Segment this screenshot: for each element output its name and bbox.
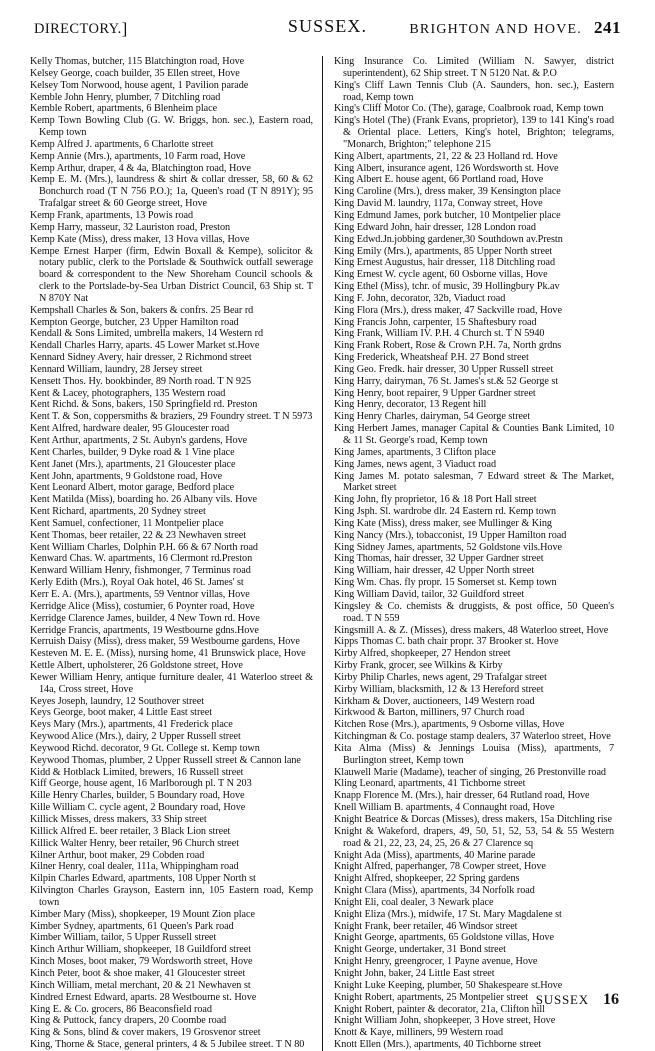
directory-entry: Keywood Richd. decorator, 9 Gt. College st. Kemp town (30, 742, 260, 754)
directory-entry: Kensett Thos. Hy. bookbinder, 89 North road. T N 925 (30, 375, 252, 387)
directory-entry: King James, apartments, 3 Clifton place (334, 446, 496, 458)
directory-entry: Kirkham & Dover, auctioneers, 149 Western road (334, 695, 535, 707)
directory-entry: King Frank, William IV. P.H. 4 Church st. T N 5940 (334, 328, 545, 340)
directory-entry: King Albert, insurance agent, 126 Wordsworth st. Hove (334, 162, 559, 174)
directory-entry: King Albert, apartments, 21, 22 & 23 Holland rd. Hove (334, 150, 558, 162)
directory-entry: Kempshall Charles & Son, bakers & confrs. 25 Bear rd (30, 304, 254, 316)
directory-entry: Kerruish Daisy (Miss), dress maker, 59 Westbourne gardens, Hove (30, 636, 300, 648)
directory-entry: Kinch Peter, boot & shoe maker, 41 Gloucester street (30, 967, 246, 979)
directory-entry: Kendall & Sons Limited, umbrella makers, 14 Western rd (30, 328, 264, 340)
running-head-left-label: DIRECTORY. (34, 21, 122, 37)
directory-entry: Kenward Chas. W. apartments, 16 Clermont rd.Preston (30, 553, 253, 565)
directory-entry: King John, fly proprietor, 16 & 18 Port Hall street (334, 494, 537, 506)
directory-entry: Kitchingman & Co. postage stamp dealers, 37 Waterloo street, Hove (334, 731, 611, 743)
directory-entry: Killick Alfred E. beer retailer, 3 Black Lion street (30, 825, 231, 837)
directory-entry: Kemp Arthur, draper, 4 & 4a, Blatchington road, Hove (30, 162, 251, 174)
running-head-bracket: ] (121, 19, 128, 38)
directory-entry: Kille Henry Charles, builder, 5 Boundary road, Hove (30, 790, 245, 802)
page-footer (536, 991, 619, 1009)
directory-entry: King Ernest W. cycle agent, 60 Osborne villas, Hove (334, 269, 548, 281)
directory-entry: Kinch Arthur William, shopkeeper, 18 Guildford street (30, 944, 252, 956)
directory-entry: Kinch Moses, boot maker, 79 Wordsworth street, Hove (30, 956, 253, 968)
directory-entry: King Kate (Miss), dress maker, see Mullinger & King (334, 517, 552, 529)
directory-entry: Kemp Alfred J. apartments, 6 Charlotte street (30, 138, 214, 150)
directory-entry: Kimber Mary (Miss), shopkeeper, 19 Mount Zion place (30, 908, 255, 920)
directory-entry: Kitchen Rose (Mrs.), apartments, 9 Osborne villas, Hove (334, 719, 565, 731)
directory-entry: Kingsley & Co. chemists & druggists, & post office, 50 Queen's road. T N 559 (334, 600, 614, 624)
directory-entry: Keywood Alice (Mrs.), dairy, 2 Upper Russell street (30, 731, 241, 743)
directory-entry: Kiff George, house agent, 16 Marlborough pl. T N 203 (30, 778, 252, 790)
directory-entry: Kenward William Henry, fishmonger, 7 Terminus road (30, 565, 251, 577)
directory-entry: Kent Richard, apartments, 20 Sydney street (30, 506, 206, 518)
directory-entry: Knight Eli, coal dealer, 3 Newark place (334, 896, 494, 908)
directory-entry: King Henry, boot repairer, 9 Upper Gardner street (334, 387, 536, 399)
directory-entry: Kilpin Charles Edward, apartments, 108 Upper North st (30, 873, 256, 885)
directory-entry: Kerridge Francis, apartments, 19 Westbourne gdns.Hove (30, 624, 259, 636)
directory-entry: Knight John, baker, 24 Little East street (334, 967, 495, 979)
directory-entry: Knight George, apartments, 65 Goldstone villas, Hove (334, 932, 554, 944)
directory-entry: Killick Walter Henry, beer retailer, 96 Church street (30, 837, 239, 849)
directory-entry: Kerridge Clarence James, builder, 4 New Town rd. Hove (30, 612, 260, 624)
page-number: 241 (594, 18, 621, 37)
directory-entry: King Henry Charles, dairyman, 54 George street (334, 411, 531, 423)
directory-entry: King & Sons, blind & cover makers, 19 Grosvenor street (30, 1027, 261, 1039)
directory-entry: Kendall Charles Harry, aparts. 45 Lower Market st.Hove (30, 340, 260, 352)
directory-entry: King James, news agent, 3 Viaduct road (334, 458, 496, 470)
directory-entry: Kerr E. A. (Mrs.), apartments, 59 Ventnor villas, Hove (30, 588, 250, 600)
directory-entry: King Flora (Mrs.), dress maker, 47 Sackville road, Hove (334, 304, 562, 316)
directory-entry: Kille William C. cycle agent, 2 Boundary road, Hove (30, 802, 246, 814)
directory-columns (30, 56, 625, 1051)
directory-entry: Kent Thomas, beer retailer, 22 & 23 Newhaven street (30, 529, 247, 541)
directory-entry: King Edward John, hair dresser, 128 London road (334, 221, 536, 233)
directory-entry: Kirkwood & Barton, milliners, 97 Church road (334, 707, 525, 719)
directory-entry: King Frederick, Wheatsheaf P.H. 27 Bond street (334, 352, 529, 364)
directory-entry: Knight Ada (Miss), apartments, 40 Marine parade (334, 849, 536, 861)
directory-entry: Knight George, undertaker, 31 Bond street (334, 944, 506, 956)
running-head (34, 16, 621, 50)
directory-entry: Knight Alfred, paperhanger, 78 Cowper street, Hove (334, 861, 546, 873)
running-head-title: SUSSEX. (287, 16, 368, 36)
directory-entry: Kemp Kate (Miss), dress maker, 13 Hova villas, Hove (30, 233, 250, 245)
directory-entry: Kipps Thomas C. bath chair propr. 37 Brooker st. Hove (334, 636, 559, 648)
directory-entry: Kennard William, laundry, 28 Jersey street (30, 363, 203, 375)
directory-entry: Knight Robert, painter & decorator, 21a, Clifton hill (334, 1003, 545, 1015)
directory-entry: Knight Beatrice & Dorcas (Misses), dress makers, 15a Ditchling rise (334, 814, 612, 825)
directory-entry: King F. John, decorator, 32b, Viaduct road (334, 292, 506, 304)
directory-entry: Kent Janet (Mrs.), apartments, 21 Gloucester place (30, 458, 236, 470)
directory-entry: King Edwd.Jn.jobbing gardener,30 Southdown av.Prestn (334, 233, 563, 245)
directory-entry: Kilner Arthur, boot maker, 29 Cobden road (30, 849, 205, 861)
directory-entry: Knight Luke Keeping, plumber, 50 Shakespeare st.Hove (334, 979, 563, 991)
directory-entry: Kent Charles, builder, 9 Dyke road & 1 Vine place (30, 446, 235, 458)
directory-entry: Kindred Ernest Edward, aparts. 28 Westbourne st. Hove (30, 991, 257, 1003)
directory-entry: Kilvington Charles Grayson, Eastern inn, 105 Eastern road, Kemp town (30, 885, 313, 908)
directory-entry: Keywood Thomas, plumber, 2 Upper Russell street & Cannon lane (30, 754, 301, 766)
directory-entry: Kent Matilda (Miss), boarding ho. 26 Albany vils. Hove (30, 494, 258, 506)
directory-entry: King Ethel (Miss), tchr. of music, 39 Hollingbury Pk.av (334, 281, 560, 293)
directory-entry: Keyes Joseph, laundry, 12 Southover street (30, 695, 205, 707)
directory-entry: Kimber Sydney, apartments, 61 Queen's Park road (30, 920, 234, 932)
directory-entry: Kirby Philip Charles, news agent, 29 Trafalgar street (334, 671, 547, 683)
directory-entry: Knell William B. apartments, 4 Connaught road, Hove (334, 802, 555, 814)
directory-entry: Kling Leonard, apartments, 41 Tichborne street (334, 778, 526, 790)
directory-entry: Kemble John Henry, plumber, 7 Ditchling road (30, 91, 221, 103)
directory-entry: King Nancy (Mrs.), tobacconist, 19 Upper Hamilton road (334, 529, 567, 541)
directory-entry: King James M. potato salesman, 7 Edward street & The Market, Market street (334, 470, 614, 494)
directory-entry: Kerly Edith (Mrs.), Royal Oak hotel, 46 St. James' st (30, 577, 244, 589)
running-head-right (409, 18, 621, 38)
directory-entry: Kirby Alfred, shopkeeper, 27 Hendon street (334, 648, 511, 660)
directory-entry: Kemp Town Bowling Club (G. W. Briggs, hon. sec.), Eastern road, Kemp town (30, 115, 313, 139)
directory-entry: Knight & Wakeford, drapers, 49, 50, 51, 52, 53, 54 & 55 Western road & 21, 22, 23, 24, 25, 26 & 27 Clarence sq (334, 825, 614, 849)
directory-entry: Kent Alfred, hardware dealer, 95 Gloucester road (30, 423, 230, 435)
directory-column-right (322, 56, 614, 1051)
directory-entry: King Henry, decorator, 13 Regent hill (334, 399, 487, 411)
directory-entry: Kent Leonard Albert, motor garage, Bedford place (30, 482, 235, 494)
directory-entry: King Wm. Chas. fly propr. 15 Somerset st. Kemp town (334, 577, 557, 589)
directory-entry: Kirby Frank, grocer, see Wilkins & Kirby (334, 660, 503, 672)
directory-entry: King E. & Co. grocers, 86 Beaconsfield road (30, 1003, 212, 1015)
directory-column-left (30, 56, 322, 1051)
directory-entry: Knight Robert, apartments, 25 Montpelier street (334, 991, 529, 1003)
directory-entry: Kimber William, tailor, 5 Upper Russell street (30, 932, 217, 944)
directory-entry: Kempton George, butcher, 23 Upper Hamilton road (30, 316, 239, 328)
directory-entry: Kinch William, metal merchant, 20 & 21 Newhaven st (30, 979, 251, 991)
directory-entry: Kewer William Henry, antique furniture dealer, 41 Waterloo street & 14a, Cross street, Hove (30, 671, 313, 695)
directory-entry: Kesteven M. E. E. (Miss), nursing home, 41 Brunswick place, Hove (30, 648, 306, 660)
directory-entry: Kelsey Tom Norwood, house agent, 1 Pavilion parade (30, 79, 249, 91)
directory-entry: King's Cliff Lawn Tennis Club (A. Saunders, hon. sec.), Eastern road, Kemp town (334, 79, 614, 103)
directory-entry: Kennard Sidney Avery, hair dresser, 2 Richmond street (30, 352, 252, 364)
directory-entry: King, Thorne & Stace, general printers, 4 & 5 Jubilee street. T N 80 (30, 1039, 305, 1051)
directory-entry: Killick Misses, dress makers, 33 Ship street (30, 814, 207, 825)
directory-entry: King Albert E. house agent, 66 Portland road, Hove (334, 174, 544, 186)
directory-entry: King William David, tailor, 32 Guildford street (334, 588, 525, 600)
directory-entry: King Jsph. Sl. wardrobe dlr. 24 Eastern rd. Kemp town (334, 506, 557, 518)
directory-entry: King Herbert James, manager Capital & Counties Bank Limited, 10 & 11 St. George's road, Kemp town (334, 423, 614, 446)
directory-page (0, 16, 655, 1051)
directory-entry: Kidd & Hotblack Limited, brewers, 16 Russell street (30, 766, 244, 778)
directory-entry: Kerridge Alice (Miss), costumier, 6 Poynter road, Hove (30, 600, 255, 612)
directory-entry: Kent William Charles, Dolphin P.H. 66 & 67 North road (30, 541, 258, 553)
directory-entry: Kilner Henry, coal dealer, 111a, Whippingham road (30, 861, 239, 873)
directory-entry: Knight Clara (Miss), apartments, 34 Norfolk road (334, 885, 535, 897)
directory-entry: Knight Eliza (Mrs.), midwife, 17 St. Mary Magdalene st (334, 908, 562, 920)
directory-entry: Keys George, boot maker, 4 Little East street (30, 707, 213, 719)
directory-entry: Kemp Harry, masseur, 32 Lauriston road, Preston (30, 221, 231, 233)
directory-entry: King Edmund James, pork butcher, 10 Montpelier place (334, 209, 561, 221)
directory-entry: King & Puttock, fancy drapers, 20 Coombe road (30, 1015, 227, 1027)
directory-entry: Kelly Thomas, butcher, 115 Blatchington road, Hove (30, 56, 245, 67)
directory-entry: King's Hotel (The) (Frank Evans, proprietor), 139 to 141 King's road & Oriental place. Letters, King's hotel, Brighton; telegrams, "Monarch, Brighton;" telephone 215 (334, 115, 614, 150)
directory-entry: Kempe Ernest Harper (firm, Edwin Boxall & Kempe), solicitor & notary public, clerk to the Portslade & Southwick outfall sewerage board & correspondent to the New Shoreham Council schools & clerk to the Portslade-by-Sea Urban District Council, 63 Ship st. T N 870Y Nat (30, 245, 313, 304)
directory-entry: Kemp E. M. (Mrs.), laundress & shirt & collar dresser, 58, 60 & 62 Bonchurch road (T N 756 P.O.); 1a, Queen's road (T N 891Y); 95 Trafalgar street & 60 George street, Hove (30, 174, 313, 210)
directory-entry: Kelsey George, coach builder, 35 Ellen street, Hove (30, 67, 240, 79)
directory-entry: King Emily (Mrs.), apartments, 85 Upper North street (334, 245, 553, 257)
directory-entry: King Frank Robert, Rose & Crown P.H. 7a, North grdns (334, 340, 562, 352)
directory-entry: Kingsmill A. & Z. (Misses), dress makers, 48 Waterloo street, Hove (334, 624, 609, 636)
directory-entry: Kita Alma (Miss) & Jennings Louisa (Miss), apartments, 7 Burlington street, Kemp town (334, 742, 614, 766)
directory-entry: Kemble Robert, apartments, 6 Blenheim place (30, 103, 218, 115)
directory-entry: Knapp Florence M. (Mrs.), hair dresser, 64 Rutland road, Hove (334, 790, 590, 802)
directory-entry: Kettle Albert, upholsterer, 26 Goldstone street, Hove (30, 660, 243, 672)
directory-entry: Kent John, apartments, 9 Goldstone road, Hove (30, 470, 223, 482)
directory-entry: King Thomas, hair dresser, 32 Upper Gardner street (334, 553, 544, 565)
directory-entry: Kent T. & Son, coppersmiths & braziers, 29 Foundry street. T N 5973 (30, 411, 313, 423)
directory-entry: Kent & Lacey, photographers, 135 Western road (30, 387, 226, 399)
directory-entry: Knott Ellen (Mrs.), apartments, 40 Tichborne street (334, 1039, 542, 1051)
directory-entry: King Caroline (Mrs.), dress maker, 39 Kensington place (334, 186, 561, 198)
directory-entry: Kemp Frank, apartments, 13 Powis road (30, 209, 194, 221)
directory-entry: Knight Henry, greengrocer, 1 Payne avenue, Hove (334, 956, 538, 968)
directory-entry: King David M. laundry, 117a, Conway street, Hove (334, 198, 543, 210)
directory-entry: King Ernest Augustus, hair dresser, 118 Ditchling road (334, 257, 556, 269)
footer-signature: SUSSEX (535, 992, 589, 1007)
directory-entry: King Harry, dairyman, 76 St. James's st.& 52 George st (334, 375, 559, 387)
directory-entry: Klauwell Marie (Madame), teacher of singing, 26 Prestonville road (334, 766, 606, 778)
footer-signature-number: 16 (603, 991, 619, 1008)
directory-entry: King's Cliff Motor Co. (The), garage, Coalbrook road, Kemp town (334, 103, 604, 115)
directory-entry: Keys Mary (Mrs.), apartments, 41 Frederick place (30, 719, 233, 731)
directory-entry: King William, hair dresser, 42 Upper North street (334, 565, 535, 577)
directory-entry: King Francis John, carpenter, 15 Shaftesbury road (334, 316, 537, 328)
directory-entry: Kent Samuel, confectioner, 11 Montpelier place (30, 517, 224, 529)
directory-entry: Kent Arthur, apartments, 2 St. Aubyn's gardens, Hove (30, 435, 248, 446)
directory-entry: Knight Alfred, shopkeeper, 22 Spring gardens (334, 873, 520, 885)
directory-entry: Knight William John, shopkeeper, 3 Hove street, Hove (334, 1015, 556, 1027)
directory-entry: Kemp Annie (Mrs.), apartments, 10 Farm road, Hove (30, 150, 246, 162)
directory-entry: Knott & Kaye, milliners, 99 Western road (334, 1027, 504, 1039)
directory-entry: King Geo. Fredk. hair dresser, 30 Upper Russell street (334, 363, 554, 375)
directory-entry: Knight Frank, beer retailer, 46 Windsor street (334, 920, 518, 932)
directory-entry: Kirby William, blacksmith, 12 & 13 Hereford street (334, 683, 544, 695)
directory-entry: Kent Richd. & Sons, bakers, 150 Springfield rd. Preston (30, 399, 258, 411)
running-head-place: BRIGHTON AND HOVE. (409, 22, 582, 37)
directory-entry: King Insurance Co. Limited (William N. Sawyer, district superintendent), 62 Ship street. T N 5120 Nat. & P.O (334, 56, 614, 79)
directory-entry: King Sidney James, apartments, 52 Goldstone vils.Hove (334, 541, 562, 553)
